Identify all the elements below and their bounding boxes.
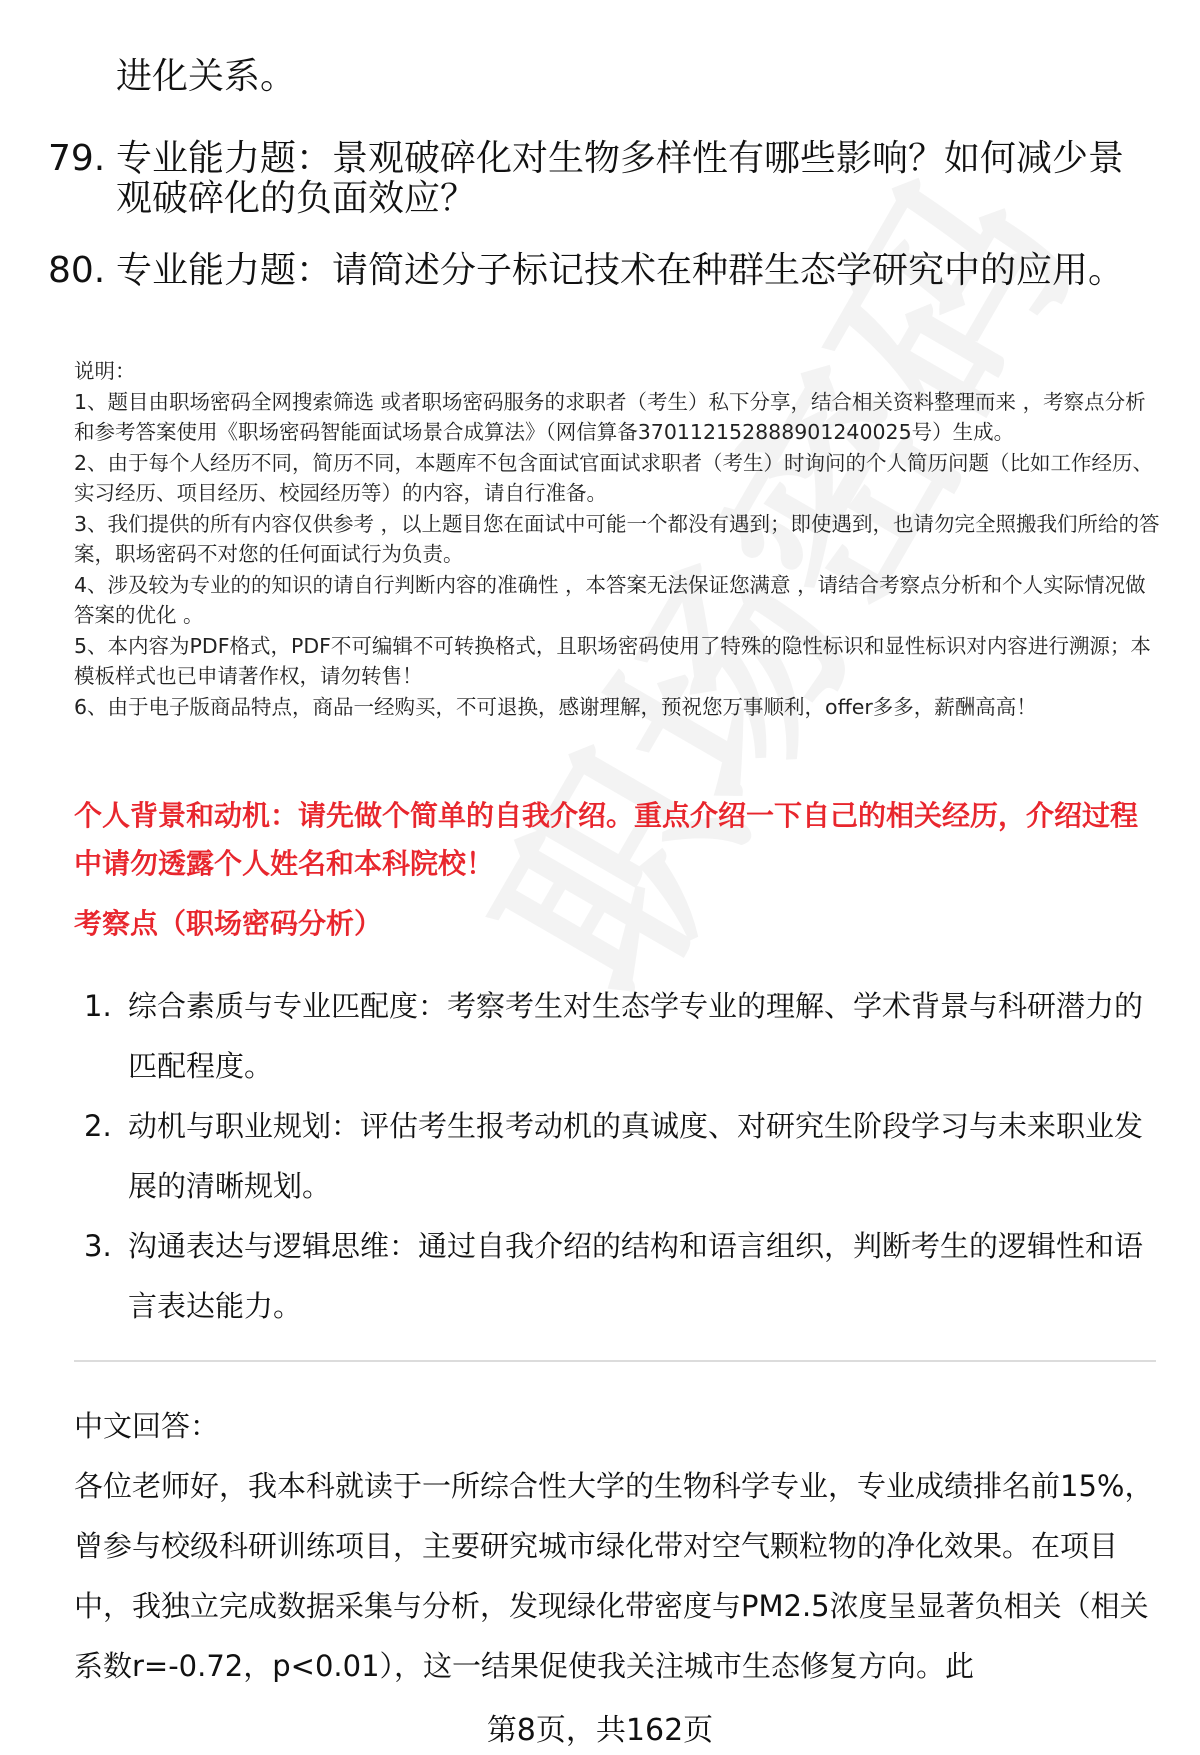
question-number: 80. — [48, 250, 106, 291]
notes-heading: 说明： — [74, 359, 136, 383]
page-footer: 第8页，共162页 — [486, 1713, 714, 1748]
analysis-item-number: 2. — [84, 1109, 112, 1143]
current-question: 个人背景和动机：请先做个简单的自我介绍。重点介绍一下自己的相关经历，介绍过程中请勿透露个人姓名和本科院校！ — [74, 799, 1139, 880]
question-text-line1: 专业能力题：景观破碎化对生物多样性有哪些影响？如何减少景 — [116, 138, 1125, 179]
analysis-item-text: 综合素质与专业匹配度：考察考生对生态学专业的理解、学术背景与科研潜力的匹配程度。 — [128, 989, 1144, 1083]
question-number: 79. — [48, 138, 106, 179]
notes-section — [74, 356, 1164, 722]
answer-section — [74, 1396, 1164, 1696]
note-item: 2、由于每个人经历不同，简历不同，本题库不包含面试官面试求职者（考生）时询问的个人简历问题（比如工作经历、实习经历、项目经历、校园经历等）的内容，请自行准备。 — [74, 450, 1154, 505]
section-divider — [74, 1360, 1156, 1362]
question-text: 专业能力题：请简述分子标记技术在种群生态学研究中的应用。 — [116, 250, 1125, 291]
analysis-item-text: 沟通表达与逻辑思维：通过自我介绍的结构和语言组织，判断考生的逻辑性和语言表达能力。 — [128, 1229, 1144, 1323]
analysis-heading: 考察点（职场密码分析） — [74, 907, 383, 940]
analysis-item-number: 3. — [84, 1229, 112, 1263]
note-item: 3、我们提供的所有内容仅供参考 ，以上题目您在面试中可能一个都没有遇到；即使遇到，也请勿完全照搬我们所给的答案，职场密码不对您的任何面试行为负责。 — [74, 511, 1160, 566]
answer-heading: 中文回答： — [74, 1409, 220, 1443]
analysis-item-text: 动机与职业规划：评估考生报考动机的真诚度、对研究生阶段学习与未来职业发展的清晰规划。 — [128, 1109, 1144, 1203]
analysis-item-number: 1. — [84, 989, 112, 1023]
note-item: 1、题目由职场密码全网搜索筛选 或者职场密码服务的求职者（考生）私下分享，结合相关资料整理而来 ，考察点分析和参考答案使用《职场密码智能面试场景合成算法》（网信算备370112152888901240025号）生成。 — [74, 389, 1146, 444]
note-item: 4、涉及较为专业的的知识的请自行判断内容的准确性 ，本答案无法保证您满意 ，请结合考察点分析和个人实际情况做答案的优化 。 — [74, 572, 1146, 627]
note-item: 5、本内容为PDF格式，PDF不可编辑不可转换格式，且职场密码使用了特殊的隐性标识和显性标识对内容进行溯源；本模板样式也已申请著作权，请勿转售！ — [74, 633, 1151, 688]
note-item: 6、由于电子版商品特点，商品一经购买，不可退换，感谢理解，预祝您万事顺利，offer多多，薪酬高高！ — [74, 694, 1037, 719]
question-text-line2: 观破碎化的负面效应？ — [116, 178, 477, 219]
answer-body: 各位老师好，我本科就读于一所综合性大学的生物科学专业，专业成绩排名前15%，曾参与校级科研训练项目，主要研究城市绿化带对空气颗粒物的净化效果。在项目中，我独立完成数据采集与分析，发现绿化带密度与PM2.5浓度呈显著负相关（相关系数r=-0.72，p<0.01），这一结果促使我关注城市生态修复方向。此 — [74, 1469, 1154, 1683]
previous-question-continuation: 进化关系。 — [116, 56, 297, 97]
